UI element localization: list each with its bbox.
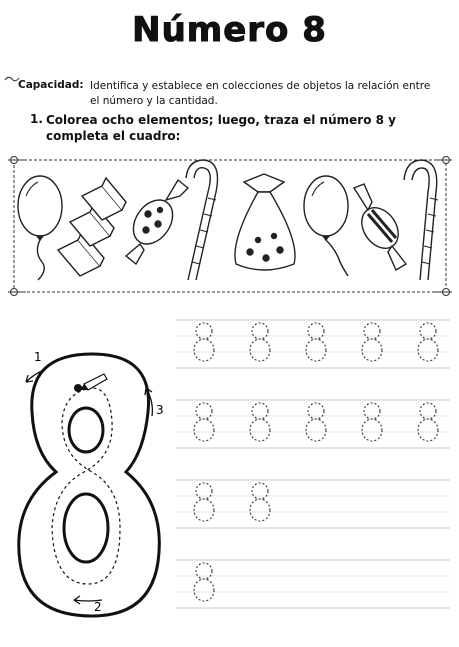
capacidad-label: Capacidad: bbox=[18, 79, 84, 91]
tracing-row bbox=[176, 320, 450, 368]
dotted-eight-glyph[interactable] bbox=[194, 563, 214, 601]
start-dot-icon bbox=[74, 384, 82, 392]
instruction-number: 1. bbox=[30, 112, 43, 126]
bag-candy-icon bbox=[235, 174, 295, 270]
corner-clip-icon bbox=[8, 289, 26, 296]
balloon-icon bbox=[304, 176, 348, 276]
capacidad-text: Identifica y establece en colecciones de objetos la relación entre el número y la cantidad. bbox=[90, 80, 431, 107]
arrow-label-1: 1 bbox=[34, 350, 42, 364]
dotted-eight-glyph[interactable] bbox=[194, 403, 214, 441]
tracing-row bbox=[176, 400, 450, 448]
objects-strip bbox=[8, 152, 452, 298]
wrapped-candy-icon bbox=[125, 180, 188, 264]
tracing-practice-area bbox=[174, 316, 454, 616]
balloon-icon bbox=[18, 176, 62, 280]
corner-clip-icon bbox=[434, 157, 452, 164]
big-number-8-tracing bbox=[8, 348, 176, 622]
tracing-row bbox=[176, 560, 450, 608]
dotted-eight-glyph[interactable] bbox=[250, 483, 270, 521]
page-title: Número 8 bbox=[132, 10, 327, 50]
dotted-eight-glyph[interactable] bbox=[306, 323, 326, 361]
chocolate-bars-icon bbox=[58, 178, 126, 276]
dotted-eight-glyph[interactable] bbox=[250, 323, 270, 361]
corner-clip-icon bbox=[8, 157, 26, 164]
arrow-label-2: 2 bbox=[94, 600, 102, 614]
dotted-eight-glyph[interactable] bbox=[362, 323, 382, 361]
corner-clip-icon bbox=[434, 289, 452, 296]
dotted-eight-glyph[interactable] bbox=[418, 323, 438, 361]
dotted-eight-glyph[interactable] bbox=[194, 483, 214, 521]
dotted-eight-glyph[interactable] bbox=[194, 323, 214, 361]
tracing-row bbox=[176, 480, 450, 528]
instruction-text: Colorea ocho elementos; luego, traza el número 8 y completa el cuadro: bbox=[46, 113, 396, 143]
dotted-eight-glyph[interactable] bbox=[362, 403, 382, 441]
dotted-eight-glyph[interactable] bbox=[306, 403, 326, 441]
arrow-label-3: 3 bbox=[156, 403, 164, 417]
dotted-eight-glyph[interactable] bbox=[418, 403, 438, 441]
dotted-eight-glyph[interactable] bbox=[250, 403, 270, 441]
candy-cane-icon bbox=[186, 160, 218, 280]
wrapped-candy-icon bbox=[354, 184, 406, 270]
candy-cane-icon bbox=[404, 160, 438, 280]
